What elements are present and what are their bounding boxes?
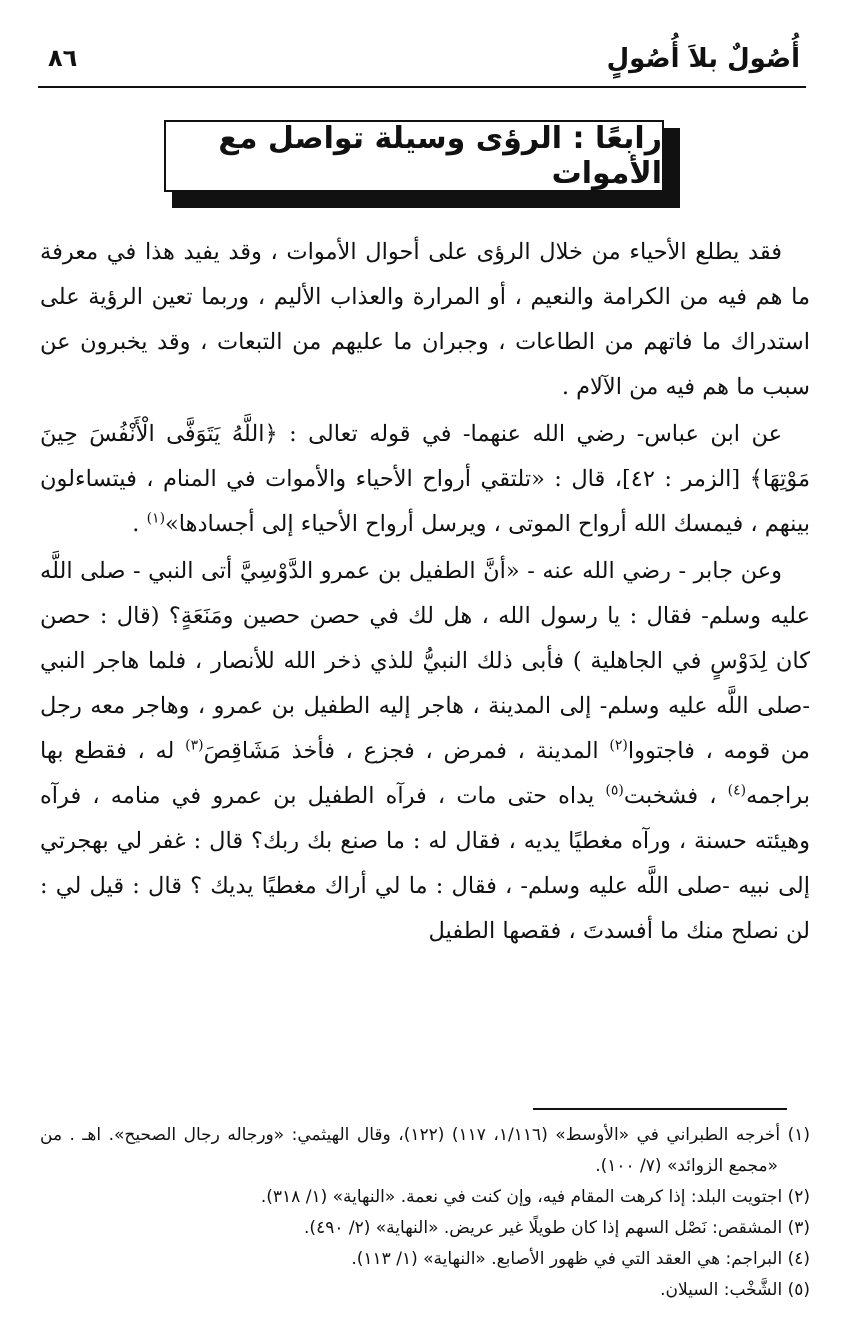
footnote-ref[interactable]: (١) bbox=[146, 510, 166, 527]
paragraph-text: ، فشخبت bbox=[623, 783, 728, 809]
footnote-separator bbox=[533, 1108, 787, 1110]
page-number: ٨٦ bbox=[48, 44, 78, 72]
paragraph-text: فقد يطلع الأحياء من خلال الرؤى على أحوال الأموات ، وقد يفيد هذا في معرفة ما هم فيه من الكرامة والنعيم ، أو المرارة والعذاب الأليم ، وربما تعين الرؤية على استدراك ما فاتهم من الطاعات ، وجبران ما عليهم من التبعات ، وقد يخبرون عن سبب ما هم فيه من الآلام . bbox=[40, 239, 810, 400]
paragraph-ibn-abbas bbox=[40, 412, 810, 547]
footnote-ref[interactable]: (٢) bbox=[609, 737, 628, 754]
paragraph-jabir bbox=[40, 549, 810, 954]
footnote-3: (٣) المشقص: نَصْل السهم إذا كان طويلًا غير عريض. «النهاية» (٢/ ٤٩٠). bbox=[304, 1218, 810, 1238]
paragraph-text: له ، فقطع بها براجمه bbox=[40, 738, 810, 809]
footnote-ref[interactable]: (٣) bbox=[185, 737, 204, 754]
paragraph-text: المدينة ، فمرض ، فجزع ، فأخذ مَشَاقِصَ bbox=[203, 738, 610, 764]
footnotes bbox=[40, 1120, 810, 1306]
footnote-2: (٢) اجتويت البلد: إذا كرهت المقام فيه، وإن كنت في نعمة. «النهاية» (١/ ٣١٨). bbox=[260, 1187, 810, 1207]
footnote-ref[interactable]: (٥) bbox=[605, 782, 624, 799]
paragraph-text: وعن جابر - رضي الله عنه - «أنَّ الطفيل بن عمرو الدَّوْسِيَّ أتى النبي - صلى اللَّه عليه وسلم- فقال : يا رسول الله ، هل لك في حصن حصين ومَنَعَةٍ؟ (قال : حصن كان لِدَوْسٍ في الجاهلية ) فأبى ذلك النبيُّ للذي ذخر الله للأنصار ، فلما هاجر النبي -صلى اللَّه عليه وسلم- إلى المدينة ، هاجر إليه الطفيل بن عمرو ، وهاجر معه رجل من قومه ، فاجتووا bbox=[40, 558, 810, 764]
footnote-5: (٥) الشَّخْب: السيلان. bbox=[660, 1280, 810, 1300]
section-title: رابعًا : الرؤى وسيلة تواصل مع الأموات bbox=[218, 121, 662, 191]
paragraph-tail: . bbox=[132, 511, 147, 537]
footnote-1: (١) أخرجه الطبراني في «الأوسط» (١/١١٦، ١١٧) (١٢٢)، وقال الهيثمي: «ورجاله رجال الصحيح». اهـ . من «مجمع الزوائد» (٧/ ١٠٠). bbox=[40, 1125, 811, 1176]
paragraph-text: يداه حتى مات ، فرآه الطفيل بن عمرو في منامه ، فرآه وهيئته حسنة ، ورآه مغطيًا يديه ، فقال له : ما صنع بك ربك؟ قال : غفر لي بهجرتي إلى نبيه -صلى اللَّه عليه وسلم- ، فقال : ما لي أراك مغطيًا يديك ؟ قال : قيل لي : لن نصلح منك ما أفسدتَ ، فقصها الطفيل bbox=[40, 783, 810, 944]
book-title: أُصُولٌ بلاَ أُصُولٍ bbox=[606, 44, 800, 74]
running-header bbox=[38, 38, 806, 88]
section-title-box bbox=[164, 120, 664, 192]
paragraph-text: عن ابن عباس- رضي الله عنهما- في قوله تعالى : ﴿اللَّهُ يَتَوَفَّى الْأَنْفُسَ حِينَ مَوْتِهَا﴾ [الزمر : ٤٢]، قال : «تلتقي أرواح الأحياء والأموات في المنام ، فيتساءلون بينهم ، فيمسك الله أرواح الموتى ، ويرسل أرواح الأحياء إلى أجسادها» bbox=[40, 421, 811, 537]
footnote-4: (٤) البراجم: هي العقد التي في ظهور الأصابع. «النهاية» (١/ ١١٣). bbox=[351, 1249, 810, 1269]
body-text bbox=[40, 230, 810, 954]
paragraph-intro bbox=[40, 230, 810, 410]
footnote-ref[interactable]: (٤) bbox=[727, 782, 747, 799]
